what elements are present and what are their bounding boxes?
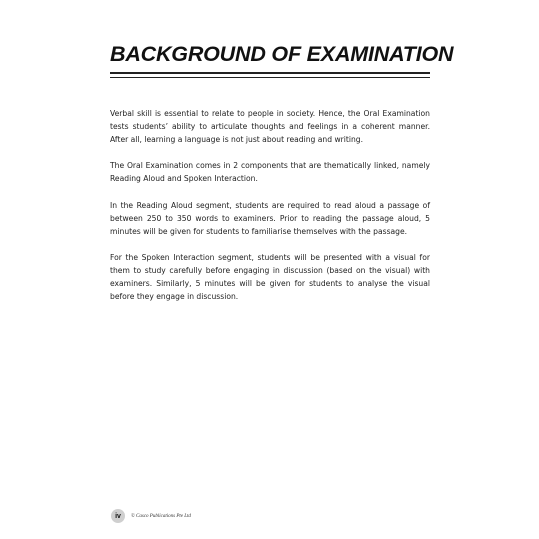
page-number-badge: iv — [111, 509, 125, 523]
paragraph-reading-aloud: In the Reading Aloud segment, students are required to read aloud a passage of between 250 to 350 words to examiners. Prior to reading the passage aloud, 5 minutes will be given for students to familiarise themselves with the passage. — [110, 200, 430, 236]
page-footer — [111, 508, 191, 524]
paragraph-spoken-interaction: For the Spoken Interaction segment, students will be presented with a visual for them to study carefully before engaging in discussion (based on the visual) with examiners. Similarly, 5 minutes will be given for students to analyse the visual before they engage in discussion. — [110, 253, 430, 302]
title-underline-thin — [110, 77, 430, 78]
paragraph-components: The Oral Examination comes in 2 components that are thematically linked, namely Reading Aloud and Spoken Interaction. — [110, 161, 430, 184]
title-underline-thick — [110, 72, 430, 74]
copyright-notice: © Casco Publications Pte Ltd — [131, 513, 191, 519]
body-text — [110, 107, 430, 317]
page-title: BACKGROUND OF EXAMINATION — [110, 42, 454, 66]
paragraph-verbal-skill: Verbal skill is essential to relate to people in society. Hence, the Oral Examination tests students’ ability to articulate thoughts and feelings in a coherent manner. After all, learning a language is not just about reading and writing. — [110, 109, 430, 145]
